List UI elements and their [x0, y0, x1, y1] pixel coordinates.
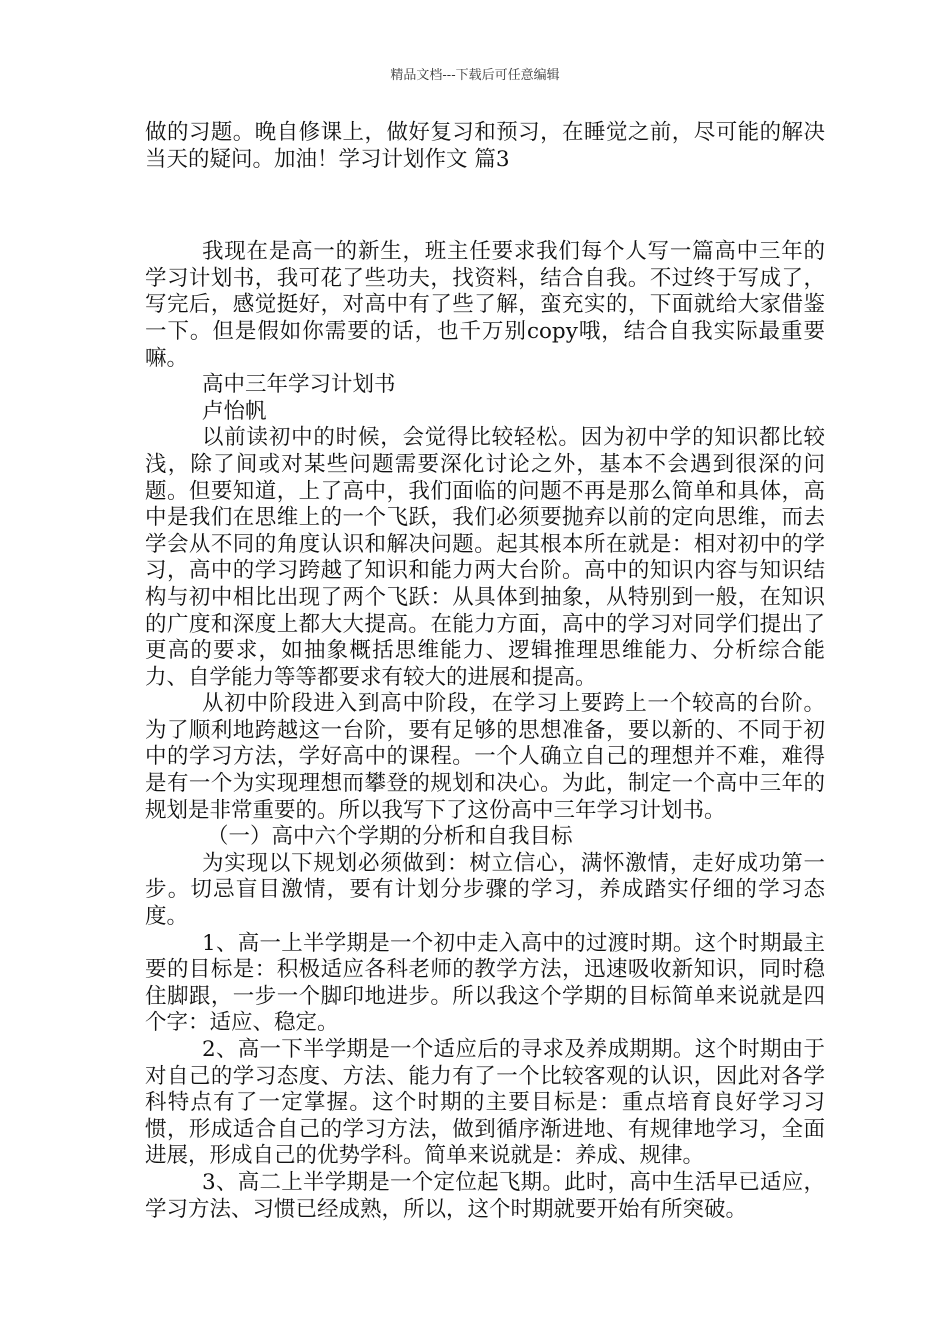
paragraph-body: 以前读初中的时候，会觉得比较轻松。因为初中学的知识都比较浅，除了间或对某些问题需要深化讨论之外，基本不会遇到很深的问题。但要知道，上了高中，我们面临的问题不再是那么简单和具体，高中是我们在思维上的一个飞跃，我们必须要抛弃以前的定向思维，而去学会从不同的角度认识和解决问题。起其根本所在就是：相对初中的学习，高中的学习跨越了知识和能力两大台阶。高中的知识内容与知识结构与初中相比出现了两个飞跃：从具体到抽象，从特别到一般，在知识的广度和深度上都大大提高。在能力方面，高中的学习对同学们提出了更高的要求，如抽象概括思维能力、逻辑推理思维能力、分析综合能力、自学能力等等都要求有较大的进展和提高。	[145, 425, 825, 690]
document-title: 高中三年学习计划书	[202, 372, 396, 398]
author-name: 卢怡帆	[202, 398, 267, 424]
list-item: 3、高二上半学期是一个定位起飞期。此时，高中生活早已适应，学习方法、习惯已经成熟，所以，这个时期就要开始有所突破。	[145, 1169, 825, 1222]
paragraph-intro: 我现在是高一的新生，班主任要求我们每个人写一篇高中三年的学习计划书，我可花了些功夫，找资料，结合自我。不过终于写成了，写完后，感觉挺好，对高中有了些了解，蛮充实的，下面就给大家借鉴一下。但是假如你需要的话，也千万别copy哦，结合自我实际最重要嘛。	[145, 239, 825, 371]
paragraph-continuation: 做的习题。晚自修课上，做好复习和预习，在睡觉之前，尽可能的解决当天的疑问。加油！学习计划作文 篇3	[145, 120, 825, 172]
list-item: 1、高一上半学期是一个初中走入高中的过渡时期。这个时期最主要的目标是：积极适应各科老师的教学方法，迅速吸收新知识，同时稳住脚跟，一步一个脚印地进步。所以我这个学期的目标简单来说就是四个字：适应、稳定。	[145, 930, 825, 1036]
section-heading: （一）高中六个学期的分析和自我目标	[207, 824, 573, 850]
list-item: 2、高一下半学期是一个适应后的寻求及养成期期。这个时期由于对自己的学习态度、方法、能力有了一个比较客观的认识，因此对各学科特点有了一定掌握。这个时期的主要目标是：重点培育良好学习习惯，形成适合自己的学习方法，做到循序渐进地、有规律地学习，全面进展，形成自己的优势学科。简单来说就是：养成、规律。	[145, 1037, 825, 1169]
page-header: 精品文档---下载后可任意编辑	[390, 68, 560, 83]
document-body	[145, 120, 825, 1223]
paragraph-body: 为实现以下规划必须做到：树立信心，满怀激情，走好成功第一步。切忌盲目激情，要有计划分步骤的学习，养成踏实仔细的学习态度。	[145, 850, 825, 930]
paragraph-gap	[145, 173, 825, 239]
paragraph-body: 从初中阶段进入到高中阶段，在学习上要跨上一个较高的台阶。为了顺利地跨越这一台阶，要有足够的思想准备，要以新的、不同于初中的学习方法，学好高中的课程。一个人确立自己的理想并不难，难得是有一个为实现理想而攀登的规划和决心。为此，制定一个高中三年的规划是非常重要的。所以我写下了这份高中三年学习计划书。	[145, 691, 825, 823]
